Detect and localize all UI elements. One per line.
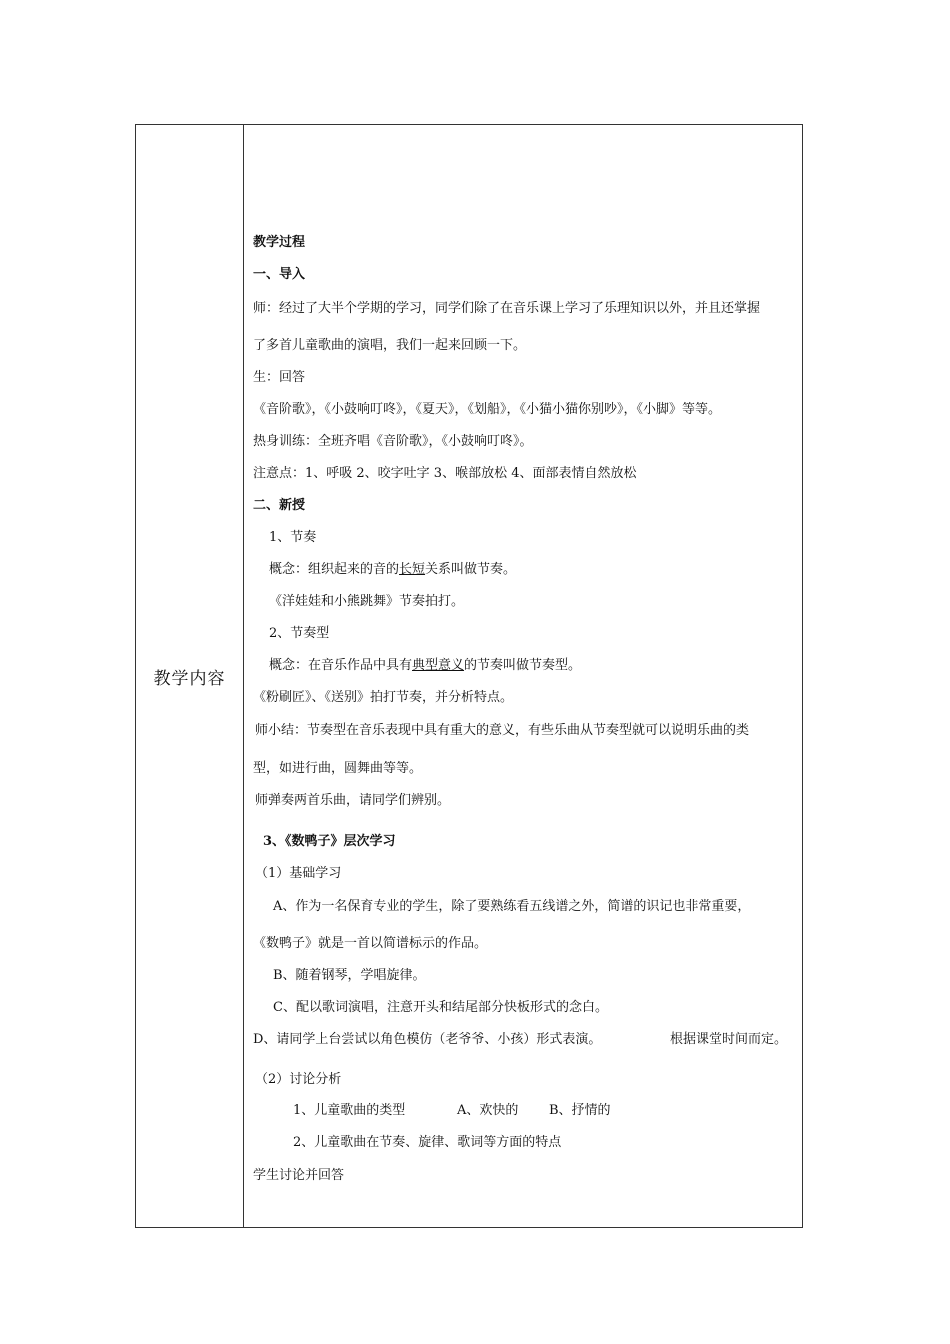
paragraph-line: D、请同学上台尝试以角色模仿（老爷爷、小孩）形式表演。: [253, 1032, 602, 1047]
paragraph-line: 注意点：1、呼吸 2、咬字吐字 3、喉部放松 4、面部表情自然放松: [253, 466, 637, 481]
concept-line: [269, 562, 516, 578]
paragraph-line: 师小结：节奏型在音乐表现中具有重大的意义，有些乐曲从节奏型就可以说明乐曲的类: [255, 723, 750, 738]
text-span: 概念：组织起来的音的: [269, 562, 400, 577]
content-cell: [136, 125, 802, 1227]
text-span: 概念：在音乐作品中具有: [269, 658, 413, 673]
song-type-option: B、抒情的: [549, 1103, 611, 1118]
text-span: 关系叫做节奏。: [425, 562, 517, 577]
paragraph-line: 热身训练：全班齐唱《音阶歌》，《小鼓响叮咚》。: [253, 434, 533, 449]
text-span: 的节奏叫做节奏型。: [464, 658, 582, 673]
paragraph-line: A、作为一名保育专业的学生，除了要熟练看五线谱之外，简谱的识记也非常重要，: [273, 899, 751, 914]
concept-line: [269, 658, 581, 674]
heading-intro: 一、导入: [253, 267, 306, 282]
heading-teaching-process: 教学过程: [253, 235, 306, 250]
paragraph-line: 1、节奏: [269, 530, 317, 545]
section-label: 教学内容: [153, 668, 226, 689]
underlined-term: 长短: [399, 562, 426, 577]
paragraph-line: 师：经过了大半个学期的学习，同学们除了在音乐课上学习了乐理知识以外，并且还掌握: [253, 301, 761, 316]
paragraph-line: 2、儿童歌曲在节奏、旋律、歌词等方面的特点: [293, 1135, 562, 1150]
paragraph-line: 生：回答: [253, 370, 306, 385]
paragraph-line: 《洋娃娃和小熊跳舞》节奏拍打。: [269, 594, 465, 609]
paragraph-line: （1）基础学习: [255, 866, 342, 881]
time-note: 根据课堂时间而定。: [670, 1032, 788, 1047]
underlined-term: 典型意义: [412, 658, 465, 673]
paragraph-line: （2）讨论分析: [255, 1072, 342, 1087]
heading-new-lesson: 二、新授: [253, 498, 306, 513]
paragraph-line: C、配以歌词演唱，注意开头和结尾部分快板形式的念白。: [273, 1000, 608, 1015]
paragraph-line: B、随着钢琴，学唱旋律。: [273, 968, 426, 983]
paragraph-line: 了多首儿童歌曲的演唱，我们一起来回顾一下。: [253, 338, 527, 353]
paragraph-line: 学生讨论并回答: [253, 1168, 345, 1183]
paragraph-line: 2、节奏型: [269, 626, 330, 641]
paragraph-line: 《粉刷匠》、《送别》拍打节奏，并分析特点。: [253, 690, 514, 705]
lesson-table: [135, 124, 803, 1228]
heading-shu-yazi: 3、《数鸭子》层次学习: [263, 834, 396, 849]
paragraph-line: 师弹奏两首乐曲，请同学们辨别。: [255, 793, 451, 808]
paragraph-line: 《音阶歌》，《小鼓响叮咚》，《夏天》，《划船》，《小猫小猫你别吵》，《小脚》等等。: [253, 402, 722, 417]
song-type-label: 1、儿童歌曲的类型: [293, 1103, 406, 1118]
paragraph-line: 型，如进行曲，圆舞曲等等。: [253, 761, 423, 776]
song-type-option: A、欢快的: [457, 1103, 519, 1118]
paragraph-line: 《数鸭子》就是一首以简谱标示的作品。: [253, 936, 488, 951]
